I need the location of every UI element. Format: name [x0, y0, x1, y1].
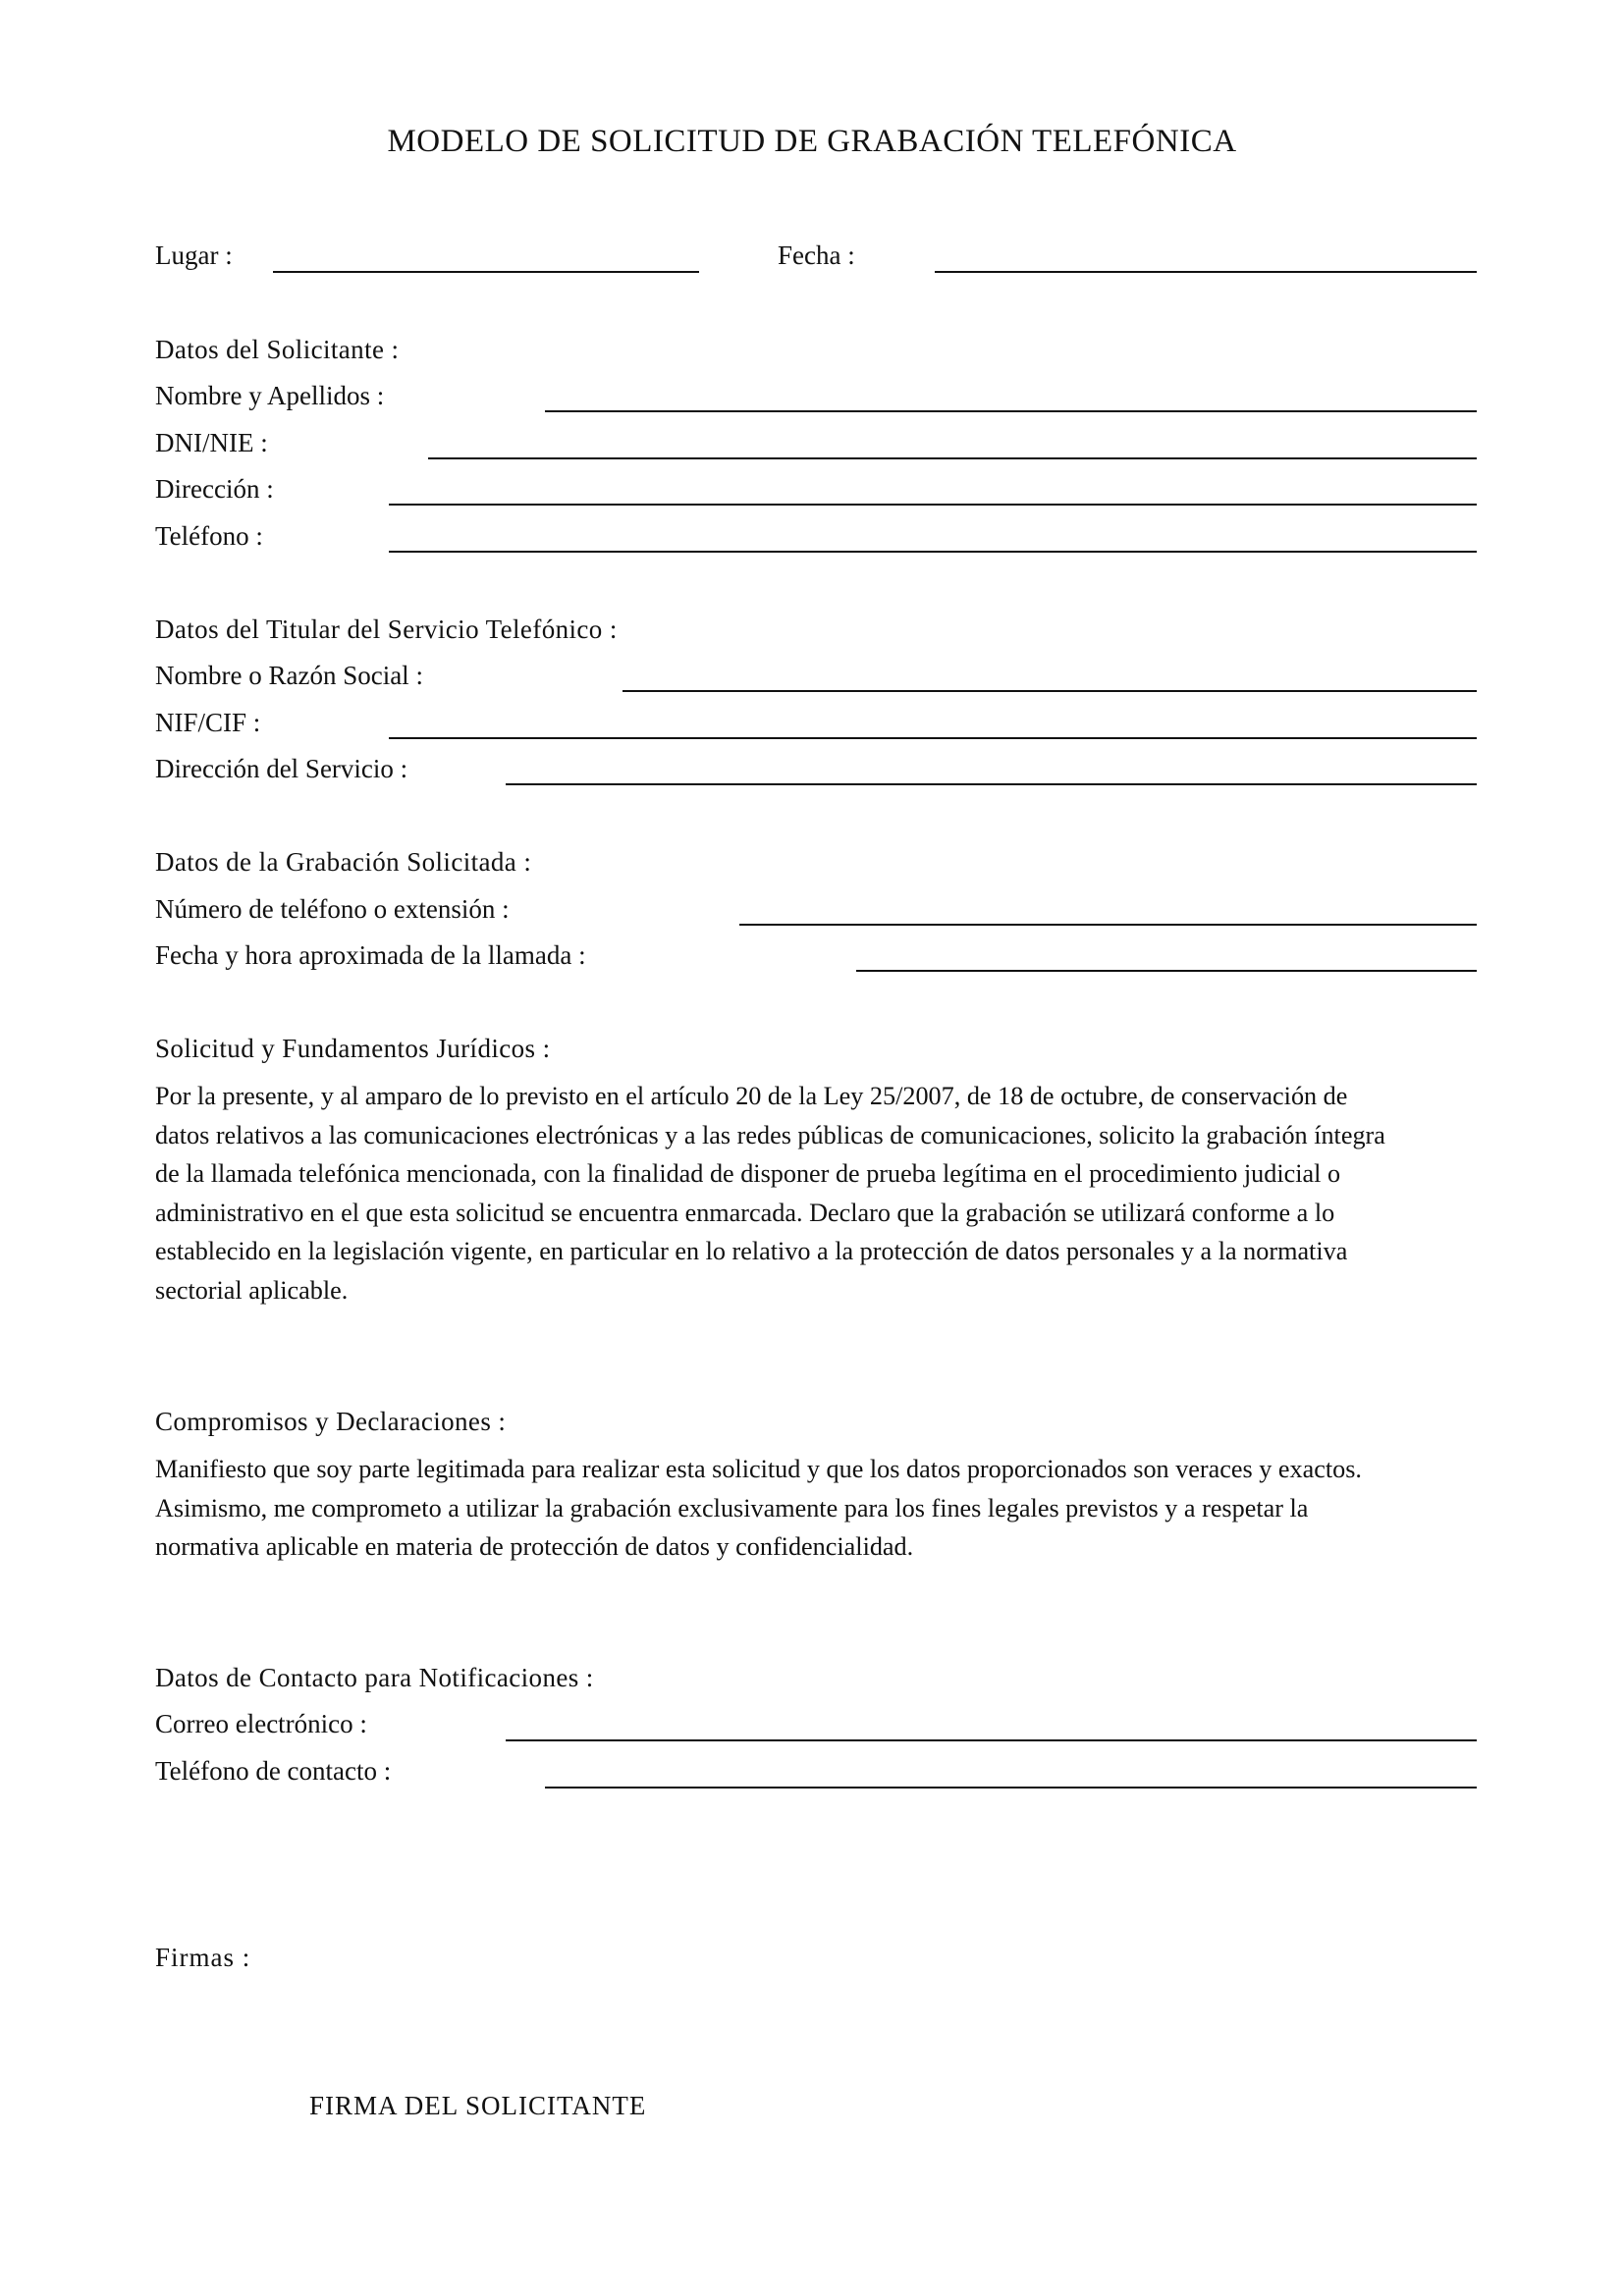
direccion-servicio-label: Dirección del Servicio : [155, 754, 408, 783]
correo-field[interactable] [506, 1739, 1477, 1741]
dni-nie-field[interactable] [428, 457, 1477, 459]
telefono-field[interactable] [389, 551, 1477, 553]
fundamentos-line: datos relativos a las comunicaciones electrónicas y a las redes públicas de comunicaciones, solicito la grabación íntegra [155, 1120, 1385, 1149]
numero-telefono-field[interactable] [739, 924, 1477, 926]
fundamentos-line: administrativo en el que esta solicitud se encuentra enmarcada. Declaro que la grabación se utilizará conforme a lo [155, 1198, 1335, 1227]
fecha-label: Fecha : [778, 240, 855, 270]
razon-social-label: Nombre o Razón Social : [155, 661, 423, 690]
fundamentos-heading: Solicitud y Fundamentos Jurídicos : [155, 1034, 551, 1063]
compromisos-paragraph [155, 1450, 1490, 1567]
compromisos-heading: Compromisos y Declaraciones : [155, 1407, 507, 1436]
telefono-label: Teléfono : [155, 521, 263, 551]
firmas-heading: Firmas : [155, 1943, 251, 1972]
nif-cif-label: NIF/CIF : [155, 708, 261, 737]
dni-nie-label: DNI/NIE : [155, 428, 268, 457]
solicitante-heading: Datos del Solicitante : [155, 335, 400, 364]
correo-label: Correo electrónico : [155, 1709, 367, 1738]
fundamentos-line: sectorial aplicable. [155, 1275, 349, 1305]
fecha-hora-label: Fecha y hora aproximada de la llamada : [155, 940, 586, 970]
lugar-field[interactable] [273, 271, 699, 273]
compromisos-line: Manifiesto que soy parte legitimada para realizar esta solicitud y que los datos proporcionados son veraces y exactos. [155, 1455, 1362, 1483]
direccion-servicio-field[interactable] [506, 783, 1477, 785]
telefono-contacto-label: Teléfono de contacto : [155, 1756, 392, 1786]
fundamentos-line: de la llamada telefónica mencionada, con la finalidad de disponer de prueba legítima en el procedimiento judicial o [155, 1159, 1341, 1188]
fundamentos-line: establecido en la legislación vigente, en particular en lo relativo a la protección de datos personales y a la normativa [155, 1237, 1348, 1265]
telefono-contacto-field[interactable] [545, 1787, 1477, 1789]
document-title: MODELO DE SOLICITUD DE GRABACIÓN TELEFÓNICA [387, 124, 1237, 159]
compromisos-line: Asimismo, me comprometo a utilizar la grabación exclusivamente para los fines legales previstos y a respetar la [155, 1493, 1309, 1522]
firma-solicitante-label: FIRMA DEL SOLICITANTE [309, 2091, 647, 2120]
numero-telefono-label: Número de teléfono o extensión : [155, 894, 510, 924]
grabacion-heading: Datos de la Grabación Solicitada : [155, 847, 532, 877]
contacto-heading: Datos de Contacto para Notificaciones : [155, 1663, 594, 1692]
nombre-apellidos-label: Nombre y Apellidos : [155, 381, 385, 410]
titular-heading: Datos del Titular del Servicio Telefónico : [155, 614, 618, 644]
lugar-label: Lugar : [155, 240, 233, 270]
razon-social-field[interactable] [623, 690, 1477, 692]
compromisos-line: normativa aplicable en materia de protección de datos y confidencialidad. [155, 1532, 914, 1561]
fundamentos-paragraph [155, 1077, 1490, 1309]
fecha-hora-field[interactable] [856, 970, 1477, 972]
nombre-apellidos-field[interactable] [545, 410, 1477, 412]
fecha-field[interactable] [935, 271, 1477, 273]
fundamentos-line: Por la presente, y al amparo de lo previsto en el artículo 20 de la Ley 25/2007, de 18 de octubre, de conservación de [155, 1082, 1348, 1110]
nif-cif-field[interactable] [389, 737, 1477, 739]
direccion-field[interactable] [389, 504, 1477, 506]
direccion-label: Dirección : [155, 474, 274, 504]
